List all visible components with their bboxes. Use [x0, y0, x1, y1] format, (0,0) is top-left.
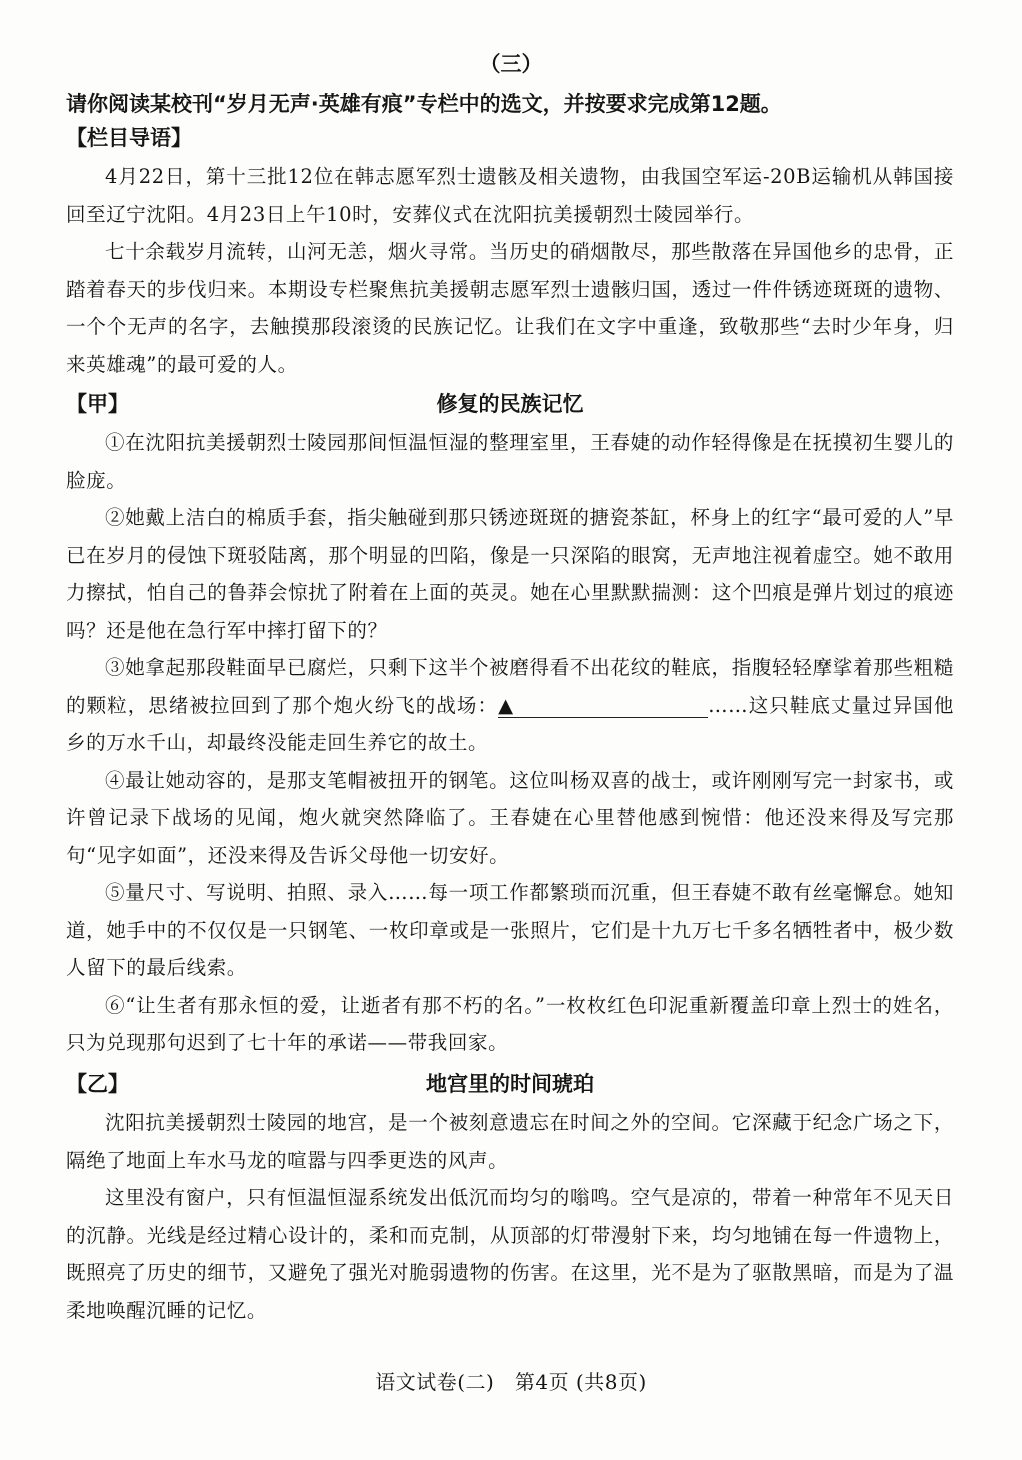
article-a-label: 【甲】	[66, 392, 129, 416]
article-a-paragraph-3	[66, 649, 954, 762]
article-b-title: 地宫里的时间琥珀	[426, 1072, 594, 1096]
article-a-paragraph-4: ④最让她动容的，是那支笔帽被扭开的钢笔。这位叫杨双喜的战士，或许刚刚写完一封家书，或许曾记录下战场的见闻，炮火就突然降临了。王春婕在心里替他感到惋惜：他还没来得及写完那句“见字如面”，还没来得及告诉父母他一切安好。	[66, 768, 954, 867]
blank-triangle-mark: ▲	[498, 693, 514, 717]
paragraph-3-text-after: ……这只鞋底丈量过异国他乡的万水千山，却最终没能走回生养它的故土。	[66, 693, 955, 754]
column-intro-heading	[66, 122, 954, 156]
article-a-paragraph-2: ②她戴上洁白的棉质手套，指尖触碰到那只锈迹斑斑的搪瓷茶缸，杯身上的红字“最可爱的人”早已在岁月的侵蚀下斑驳陆离，那个明显的凹陷，像是一只深陷的眼窝，无声地注视着虚空。她不敢用力擦拭，怕自己的鲁莽会惊扰了附着在上面的英灵。她在心里默默揣测：这个凹痕是弹片划过的痕迹吗？还是他在急行军中摔打留下的？	[66, 506, 954, 642]
article-a-paragraph-1: ①在沈阳抗美援朝烈士陵园那间恒温恒湿的整理室里，王春婕的动作轻得像是在抚摸初生婴儿的脸庞。	[66, 431, 954, 492]
article-a-paragraph-5: ⑤量尺寸、写说明、拍照、录入……每一项工作都繁琐而沉重，但王春婕不敢有丝毫懈怠。她知道，她手中的不仅仅是一只钢笔、一枚印章或是一张照片，它们是十九万七千多名牺牲者中，极少数人留下的最后线索。	[66, 881, 954, 979]
paragraph-3-text-before: ③她拿起那段鞋面早已腐烂，只剩下这半个被磨得看不出花纹的鞋底，指腹轻轻摩挲着那些粗糙的颗粒，思绪被拉回到了那个炮火纷飞的战场：	[66, 656, 954, 717]
column-intro-body	[66, 158, 954, 383]
section-number: （三）	[479, 52, 543, 76]
page-footer: 语文试卷(二) 第4页 (共8页)	[375, 1370, 647, 1394]
article-a-body	[66, 424, 954, 1062]
article-a-title: 修复的民族记忆	[436, 392, 584, 416]
article-b-heading	[66, 1068, 954, 1102]
article-a-paragraph-6: ⑥“让生者有那永恒的爱，让逝者有那不朽的名。”一枚枚红色印泥重新覆盖印章上烈士的姓名，只为兑现那句迟到了七十年的承诺——带我回家。	[66, 993, 954, 1054]
article-b-paragraph-1: 沈阳抗美援朝烈士陵园的地宫，是一个被刻意遗忘在时间之外的空间。它深藏于纪念广场之下，隔绝了地面上车水马龙的喧嚣与四季更迭的风声。	[66, 1111, 954, 1172]
article-b-label: 【乙】	[66, 1072, 129, 1096]
answer-blank	[498, 695, 708, 718]
article-b-paragraph-2: 这里没有窗户，只有恒温恒湿系统发出低沉而均匀的嗡鸣。空气是凉的，带着一种常年不见天日的沉静。光线是经过精心设计的，柔和而克制，从顶部的灯带漫射下来，均匀地铺在每一件遗物上，既照亮了历史的细节，又避免了强光对脆弱遗物的伤害。在这里，光不是为了驱散黑暗，而是为了温柔地唤醒沉睡的记忆。	[66, 1186, 954, 1322]
column-intro-label: 【栏目导语】	[66, 126, 192, 150]
article-a-heading	[66, 388, 954, 422]
intro-paragraph-1: 4月22日，第十三批12位在韩志愿军烈士遗骸及相关遗物，由我国空军运-20B运输机从韩国接回至辽宁沈阳。4月23日上午10时，安葬仪式在沈阳抗美援朝烈士陵园举行。	[66, 165, 954, 226]
article-b-body	[66, 1104, 954, 1329]
instruction-text: 请你阅读某校刊“岁月无声·英雄有痕”专栏中的选文，并按要求完成第12题。	[66, 92, 782, 116]
intro-paragraph-2: 七十余载岁月流转，山河无恙，烟火寻常。当历史的硝烟散尽，那些散落在异国他乡的忠骨，正踏着春天的步伐归来。本期设专栏聚焦抗美援朝志愿军烈士遗骸归国，透过一件件锈迹斑斑的遗物、一个个无声的名字，去触摸那段滚烫的民族记忆。让我们在文字中重逢，致敬那些“去时少年身，归来英雄魂”的最可爱的人。	[66, 240, 954, 376]
